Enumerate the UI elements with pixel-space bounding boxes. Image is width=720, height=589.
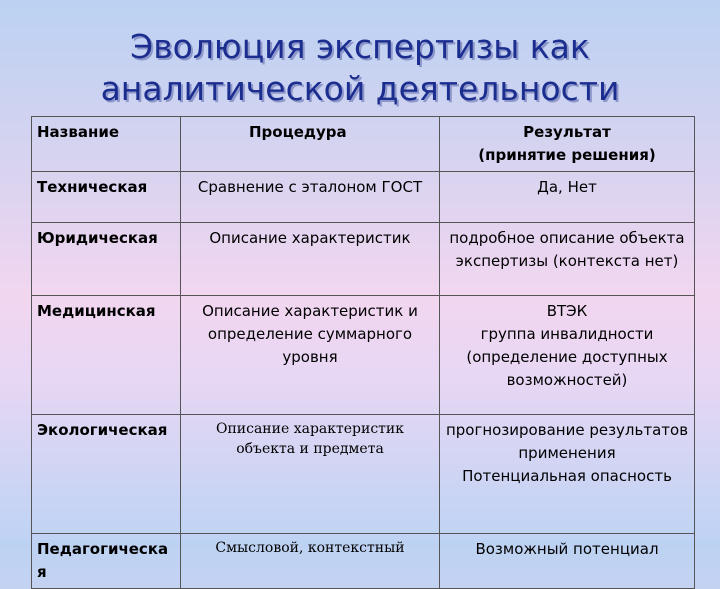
row-result-cell: Да, Нет [440, 172, 695, 223]
table-row [32, 534, 695, 589]
row-result-cell: Возможный потенциал [440, 534, 695, 589]
slide-title-line-1: Эволюция экспертизы как [130, 27, 590, 66]
table-header-row [32, 117, 695, 172]
row-procedure-cell: Описание характеристик [181, 223, 440, 296]
row-name-cell: Техническая [32, 172, 181, 223]
header-name: Название [32, 117, 181, 172]
expertise-table [31, 116, 695, 589]
row-name-cell: Юридическая [32, 223, 181, 296]
row-result-cell: подробное описание объекта экспертизы (контекста нет) [440, 223, 695, 296]
header-result: Результат (принятие решения) [440, 117, 695, 172]
row-result-cell: прогнозирование результатов применения Потенциальная опасность [440, 415, 695, 534]
row-procedure-cell: Описание характеристик и определение суммарного уровня [181, 296, 440, 415]
header-procedure: Процедура [181, 117, 440, 172]
table-row [32, 172, 695, 223]
row-name-cell: Педагогическая [32, 534, 181, 589]
table-row [32, 296, 695, 415]
row-procedure-cell: Сравнение с эталоном ГОСТ [181, 172, 440, 223]
row-name-cell: Экологическая [32, 415, 181, 534]
row-name-cell: Медицинская [32, 296, 181, 415]
row-procedure-cell: Смысловой, контекстный [181, 534, 440, 589]
slide-title [0, 26, 720, 110]
row-procedure-cell: Описание характеристик объекта и предмета [181, 415, 440, 534]
table-row [32, 415, 695, 534]
table-row [32, 223, 695, 296]
slide-title-line-2: аналитической деятельности [100, 69, 620, 108]
row-result-cell: ВТЭК группа инвалидности (определение доступных возможностей) [440, 296, 695, 415]
